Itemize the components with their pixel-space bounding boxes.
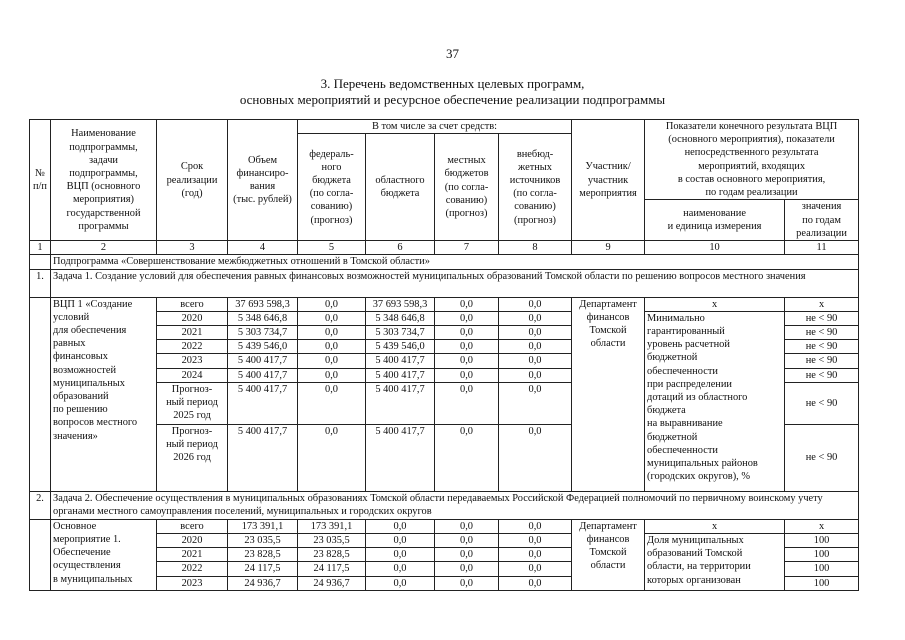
regional: 0,0 — [366, 576, 435, 590]
indicator-x: х — [645, 519, 785, 533]
volume: 5 348 646,8 — [228, 311, 298, 325]
col-number: 7 — [435, 241, 499, 255]
term: 2022 — [157, 562, 228, 576]
programs-table — [29, 119, 859, 591]
local: 0,0 — [435, 354, 499, 368]
subprogram-num-cell — [30, 255, 51, 269]
term: 2020 — [157, 534, 228, 548]
federal: 0,0 — [298, 311, 366, 325]
document-title — [0, 76, 905, 108]
extra: 0,0 — [499, 382, 572, 424]
indicator-value: х — [785, 297, 859, 311]
col-number: 11 — [785, 241, 859, 255]
indicator-value: х — [785, 519, 859, 533]
volume: 5 439 546,0 — [228, 340, 298, 354]
header-name: Наименование подпрограммы, задачи подпрограммы, ВЦП (основного мероприятия) государственной программы — [51, 120, 157, 241]
regional: 5 400 417,7 — [366, 368, 435, 382]
local: 0,0 — [435, 326, 499, 340]
regional: 5 400 417,7 — [366, 424, 435, 491]
indicator-value: не < 90 — [785, 354, 859, 368]
regional: 37 693 598,3 — [366, 297, 435, 311]
event-num-cell — [30, 519, 51, 590]
title-line-2: основных мероприятий и ресурсное обеспечение реализации подпрограммы — [239, 92, 666, 107]
header-num: № п/п — [30, 120, 51, 241]
col-number: 4 — [228, 241, 298, 255]
federal: 24 936,7 — [298, 576, 366, 590]
indicator-value: не < 90 — [785, 368, 859, 382]
term: всего — [157, 519, 228, 533]
federal: 0,0 — [298, 326, 366, 340]
extra: 0,0 — [499, 340, 572, 354]
local: 0,0 — [435, 534, 499, 548]
indicator-value: 100 — [785, 576, 859, 590]
indicator-value: не < 90 — [785, 326, 859, 340]
header-volume: Объем финансиро- вания (тыс. рублей) — [228, 120, 298, 241]
term: 2021 — [157, 548, 228, 562]
task-text: Задача 1. Создание условий для обеспечения равных финансовых возможностей муниципальных образований Томской области по решению вопросов местного значения — [51, 269, 859, 297]
local: 0,0 — [435, 562, 499, 576]
indicator-value: не < 90 — [785, 340, 859, 354]
extra: 0,0 — [499, 534, 572, 548]
header-term: Срок реализации (год) — [157, 120, 228, 241]
header-including: В том числе за счет средств: — [298, 120, 572, 134]
federal: 23 828,5 — [298, 548, 366, 562]
federal: 23 035,5 — [298, 534, 366, 548]
federal: 0,0 — [298, 354, 366, 368]
local: 0,0 — [435, 424, 499, 491]
header-participant: Участник/ участник мероприятия — [572, 120, 645, 241]
col-number: 8 — [499, 241, 572, 255]
header-extra: внебюд- жетных источников (по согла- сованию) (прогноз) — [499, 134, 572, 241]
volume: 5 400 417,7 — [228, 354, 298, 368]
regional: 5 400 417,7 — [366, 354, 435, 368]
term: Прогноз- ный период 2026 год — [157, 424, 228, 491]
extra: 0,0 — [499, 548, 572, 562]
indicator-value: не < 90 — [785, 424, 859, 491]
page-number: 37 — [446, 46, 459, 61]
vcp-num-cell — [30, 297, 51, 491]
task-num: 2. — [30, 491, 51, 519]
extra: 0,0 — [499, 576, 572, 590]
header-regional: областного бюджета — [366, 134, 435, 241]
federal: 0,0 — [298, 382, 366, 424]
extra: 0,0 — [499, 368, 572, 382]
col-number: 9 — [572, 241, 645, 255]
regional: 5 439 546,0 — [366, 340, 435, 354]
local: 0,0 — [435, 548, 499, 562]
federal: 0,0 — [298, 368, 366, 382]
term: Прогноз- ный период 2025 год — [157, 382, 228, 424]
local: 0,0 — [435, 297, 499, 311]
indicator-value: 100 — [785, 534, 859, 548]
term: 2024 — [157, 368, 228, 382]
extra: 0,0 — [499, 354, 572, 368]
header-indicators: Показатели конечного результата ВЦП (основного мероприятия), показатели непосредственного результата мероприятий, входящих в состав основного мероприятия, по годам реализации — [645, 120, 859, 200]
volume: 5 400 417,7 — [228, 382, 298, 424]
indicator-value: не < 90 — [785, 311, 859, 325]
participant: Департамент финансов Томской области — [572, 297, 645, 491]
regional: 5 303 734,7 — [366, 326, 435, 340]
local: 0,0 — [435, 368, 499, 382]
extra: 0,0 — [499, 562, 572, 576]
participant: Департамент финансов Томской области — [572, 519, 645, 590]
regional: 0,0 — [366, 562, 435, 576]
header-local: местных бюджетов (по согла- сованию) (прогноз) — [435, 134, 499, 241]
header-indicator-name: наименование и единица измерения — [645, 200, 785, 241]
volume: 23 828,5 — [228, 548, 298, 562]
local: 0,0 — [435, 340, 499, 354]
federal: 173 391,1 — [298, 519, 366, 533]
indicator-name: Минимально гарантированный уровень расчетной бюджетной обеспеченности при распределении дотаций из областного бюджета на выравнивание бюджетной обеспеченности муниципальных районов (городских округов), % — [645, 311, 785, 491]
regional: 0,0 — [366, 548, 435, 562]
col-number: 5 — [298, 241, 366, 255]
col-number: 3 — [157, 241, 228, 255]
title-line-1: 3. Перечень ведомственных целевых программ, — [320, 76, 585, 91]
regional: 0,0 — [366, 534, 435, 548]
extra: 0,0 — [499, 424, 572, 491]
subprogram-title: Подпрограмма «Совершенствование межбюджетных отношений в Томской области» — [51, 255, 859, 269]
extra: 0,0 — [499, 311, 572, 325]
header-federal: федераль- ного бюджета (по согла- сованию) (прогноз) — [298, 134, 366, 241]
local: 0,0 — [435, 519, 499, 533]
col-number: 6 — [366, 241, 435, 255]
regional: 5 400 417,7 — [366, 382, 435, 424]
event-name: Основное мероприятие 1. Обеспечение осуществления в муниципальных — [51, 519, 157, 590]
volume: 24 117,5 — [228, 562, 298, 576]
indicator-value: 100 — [785, 562, 859, 576]
term: 2023 — [157, 576, 228, 590]
task-text: Задача 2. Обеспечение осуществления в муниципальных образованиях Томской области передаваемых Российской Федерацией полномочий по первичному воинскому учету органами местного самоуправления поселений, муниципальных и городских округов — [51, 491, 859, 519]
task-num: 1. — [30, 269, 51, 297]
indicator-x: х — [645, 297, 785, 311]
local: 0,0 — [435, 311, 499, 325]
federal: 0,0 — [298, 340, 366, 354]
local: 0,0 — [435, 576, 499, 590]
col-number: 1 — [30, 241, 51, 255]
regional: 5 348 646,8 — [366, 311, 435, 325]
col-number: 2 — [51, 241, 157, 255]
term: 2020 — [157, 311, 228, 325]
indicator-value: не < 90 — [785, 382, 859, 424]
extra: 0,0 — [499, 519, 572, 533]
volume: 37 693 598,3 — [228, 297, 298, 311]
regional: 0,0 — [366, 519, 435, 533]
term: всего — [157, 297, 228, 311]
volume: 173 391,1 — [228, 519, 298, 533]
term: 2021 — [157, 326, 228, 340]
volume: 5 400 417,7 — [228, 368, 298, 382]
local: 0,0 — [435, 382, 499, 424]
volume: 23 035,5 — [228, 534, 298, 548]
federal: 24 117,5 — [298, 562, 366, 576]
term: 2023 — [157, 354, 228, 368]
federal: 0,0 — [298, 297, 366, 311]
vcp-name: ВЦП 1 «Создание условий для обеспечения равных финансовых возможностей муниципальных образований по решению вопросов местного значения» — [51, 297, 157, 491]
federal: 0,0 — [298, 424, 366, 491]
col-number: 10 — [645, 241, 785, 255]
header-indicator-values: значения по годам реализации — [785, 200, 859, 241]
volume: 24 936,7 — [228, 576, 298, 590]
extra: 0,0 — [499, 297, 572, 311]
indicator-value: 100 — [785, 548, 859, 562]
volume: 5 400 417,7 — [228, 424, 298, 491]
indicator-name: Доля муниципальных образований Томской области, на территории которых организован — [645, 534, 785, 591]
volume: 5 303 734,7 — [228, 326, 298, 340]
extra: 0,0 — [499, 326, 572, 340]
term: 2022 — [157, 340, 228, 354]
